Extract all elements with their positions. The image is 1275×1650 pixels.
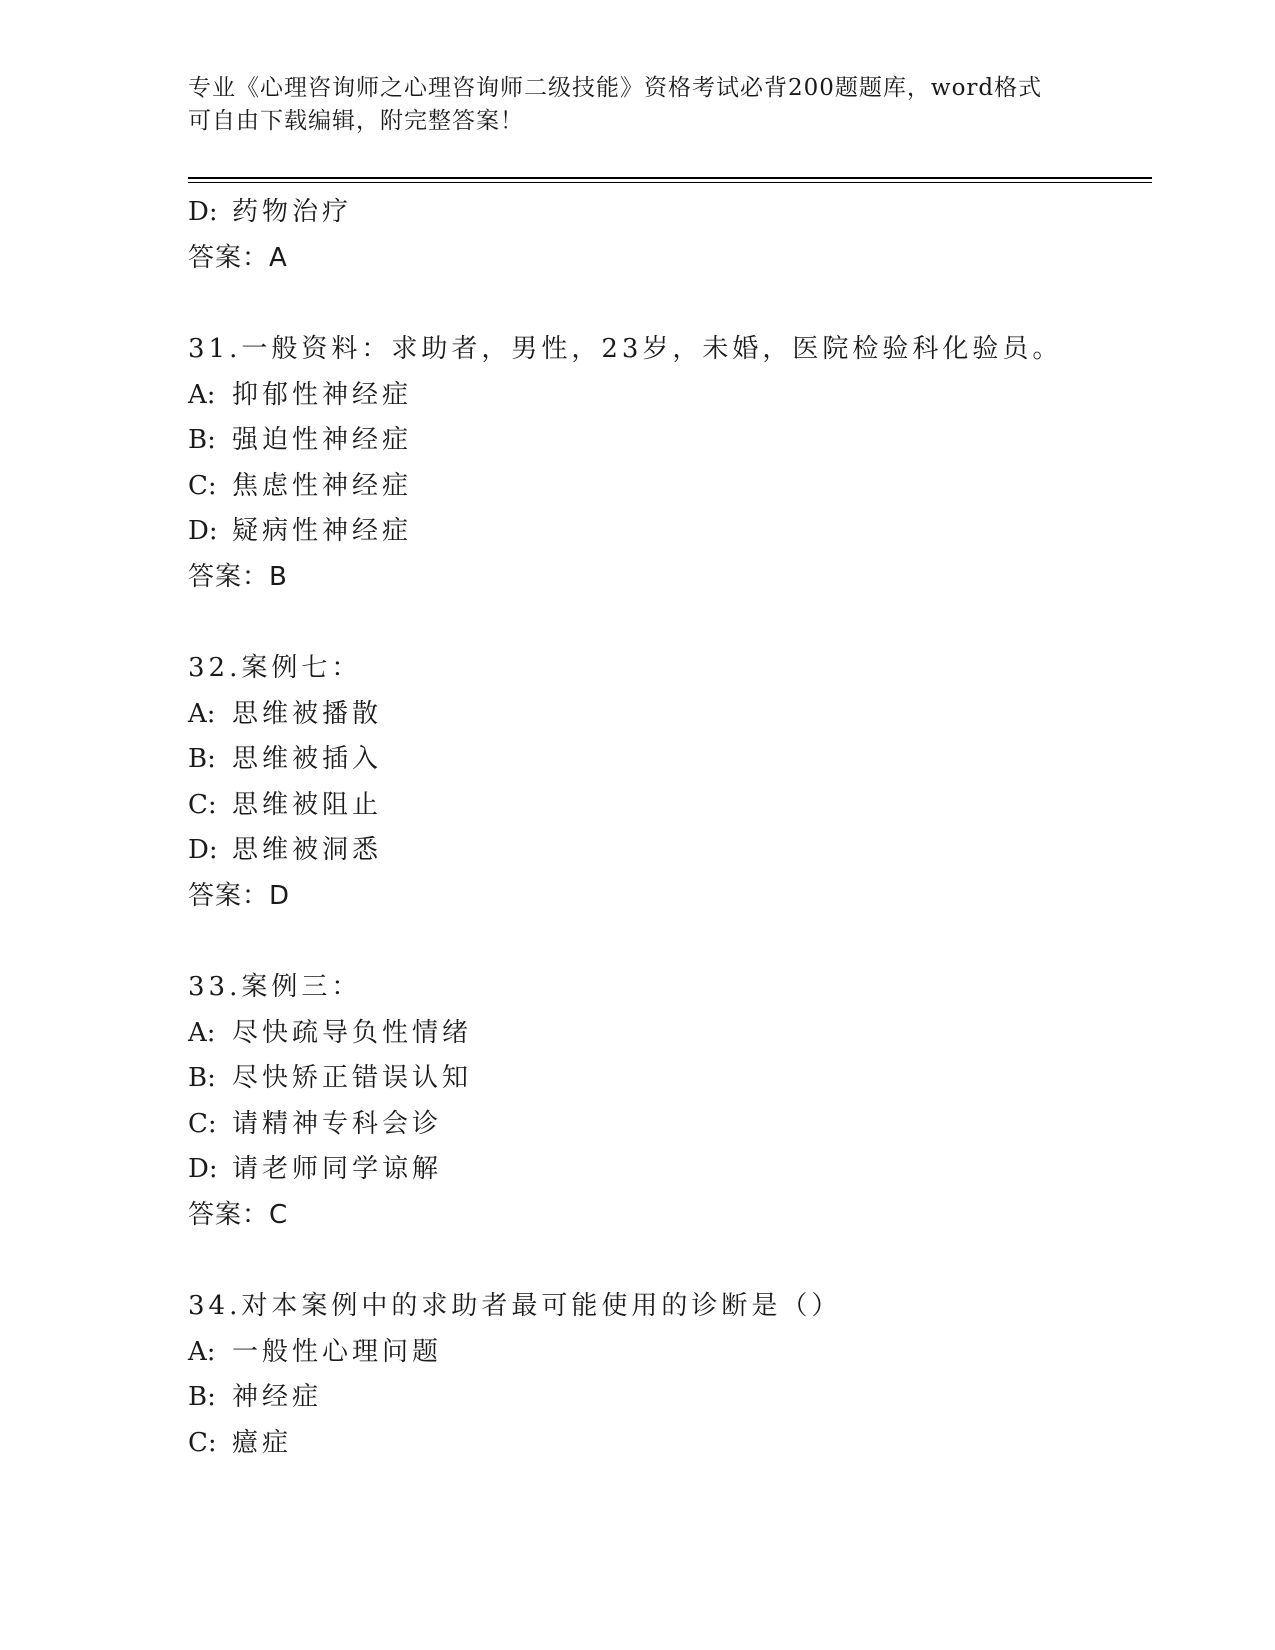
option-a	[188, 373, 1148, 419]
option-text: 尽快疏导负性情绪	[232, 1017, 473, 1048]
option-label: C:	[188, 1427, 217, 1458]
option-d	[188, 828, 1148, 874]
option-c	[188, 464, 1148, 510]
option-label: A:	[188, 1017, 216, 1048]
option-b	[188, 418, 1148, 464]
option-label: B:	[188, 1063, 216, 1093]
option-label: C:	[188, 789, 217, 820]
option-label: D:	[188, 516, 218, 546]
answer-line: 答案：A	[188, 242, 288, 273]
option-text: 疑病性神经症	[232, 516, 413, 546]
page-header	[188, 72, 1068, 138]
option-text: 癔症	[232, 1427, 293, 1458]
question-stem: 33.案例三：	[188, 972, 362, 1002]
question-stem: 32.案例七：	[188, 653, 362, 683]
option-c	[188, 783, 1148, 829]
option-b	[188, 737, 1148, 783]
option-b	[188, 1056, 1148, 1102]
option-label: A:	[188, 698, 216, 729]
header-title-line-1: 专业《心理咨询师之心理咨询师二级技能》资格考试必背200题题库，word格式	[188, 75, 1043, 101]
option-text: 思维被播散	[232, 698, 383, 729]
option-label: C:	[188, 1108, 217, 1139]
option-text: 一般性心理问题	[232, 1336, 443, 1367]
option-text: 焦虑性神经症	[232, 470, 413, 501]
answer-line: 答案：C	[188, 1199, 289, 1230]
option-label: D:	[188, 197, 218, 227]
option-text: 药物治疗	[232, 197, 353, 227]
option-text: 神经症	[232, 1382, 323, 1412]
question-list	[188, 190, 1148, 1466]
option-b	[188, 1375, 1148, 1421]
option-label: D:	[188, 1154, 218, 1184]
option-text: 抑郁性神经症	[232, 379, 413, 410]
header-title-line-2: 可自由下载编辑，附完整答案！	[188, 108, 524, 134]
option-text: 思维被插入	[232, 744, 383, 774]
option-d	[188, 1147, 1148, 1193]
option-a	[188, 1011, 1148, 1057]
option-a	[188, 1330, 1148, 1376]
question-stem: 34.对本案例中的求助者最可能使用的诊断是（）	[188, 1291, 842, 1321]
header-divider-thin	[188, 182, 1152, 183]
option-text: 请老师同学谅解	[232, 1154, 443, 1184]
option-c	[188, 1421, 1148, 1467]
option-text: 强迫性神经症	[232, 425, 413, 455]
option-c	[188, 1102, 1148, 1148]
option-text: 请精神专科会诊	[232, 1108, 443, 1139]
option-label: B:	[188, 425, 216, 455]
option-label: B:	[188, 744, 216, 774]
answer-line: 答案：B	[188, 561, 288, 592]
option-label: A:	[188, 379, 216, 410]
option-d	[188, 190, 1148, 236]
option-label: B:	[188, 1382, 216, 1412]
option-text: 尽快矫正错误认知	[232, 1063, 473, 1093]
option-label: D:	[188, 835, 218, 865]
option-text: 思维被阻止	[232, 789, 383, 820]
option-label: C:	[188, 470, 217, 501]
option-a	[188, 692, 1148, 738]
option-d	[188, 509, 1148, 555]
answer-line: 答案：D	[188, 880, 291, 911]
question-stem: 31.一般资料：求助者，男性，23岁，未婚，医院检验科化验员。	[188, 334, 1063, 364]
header-divider-thick	[188, 177, 1152, 179]
option-label: A:	[188, 1336, 216, 1367]
option-text: 思维被洞悉	[232, 835, 383, 865]
